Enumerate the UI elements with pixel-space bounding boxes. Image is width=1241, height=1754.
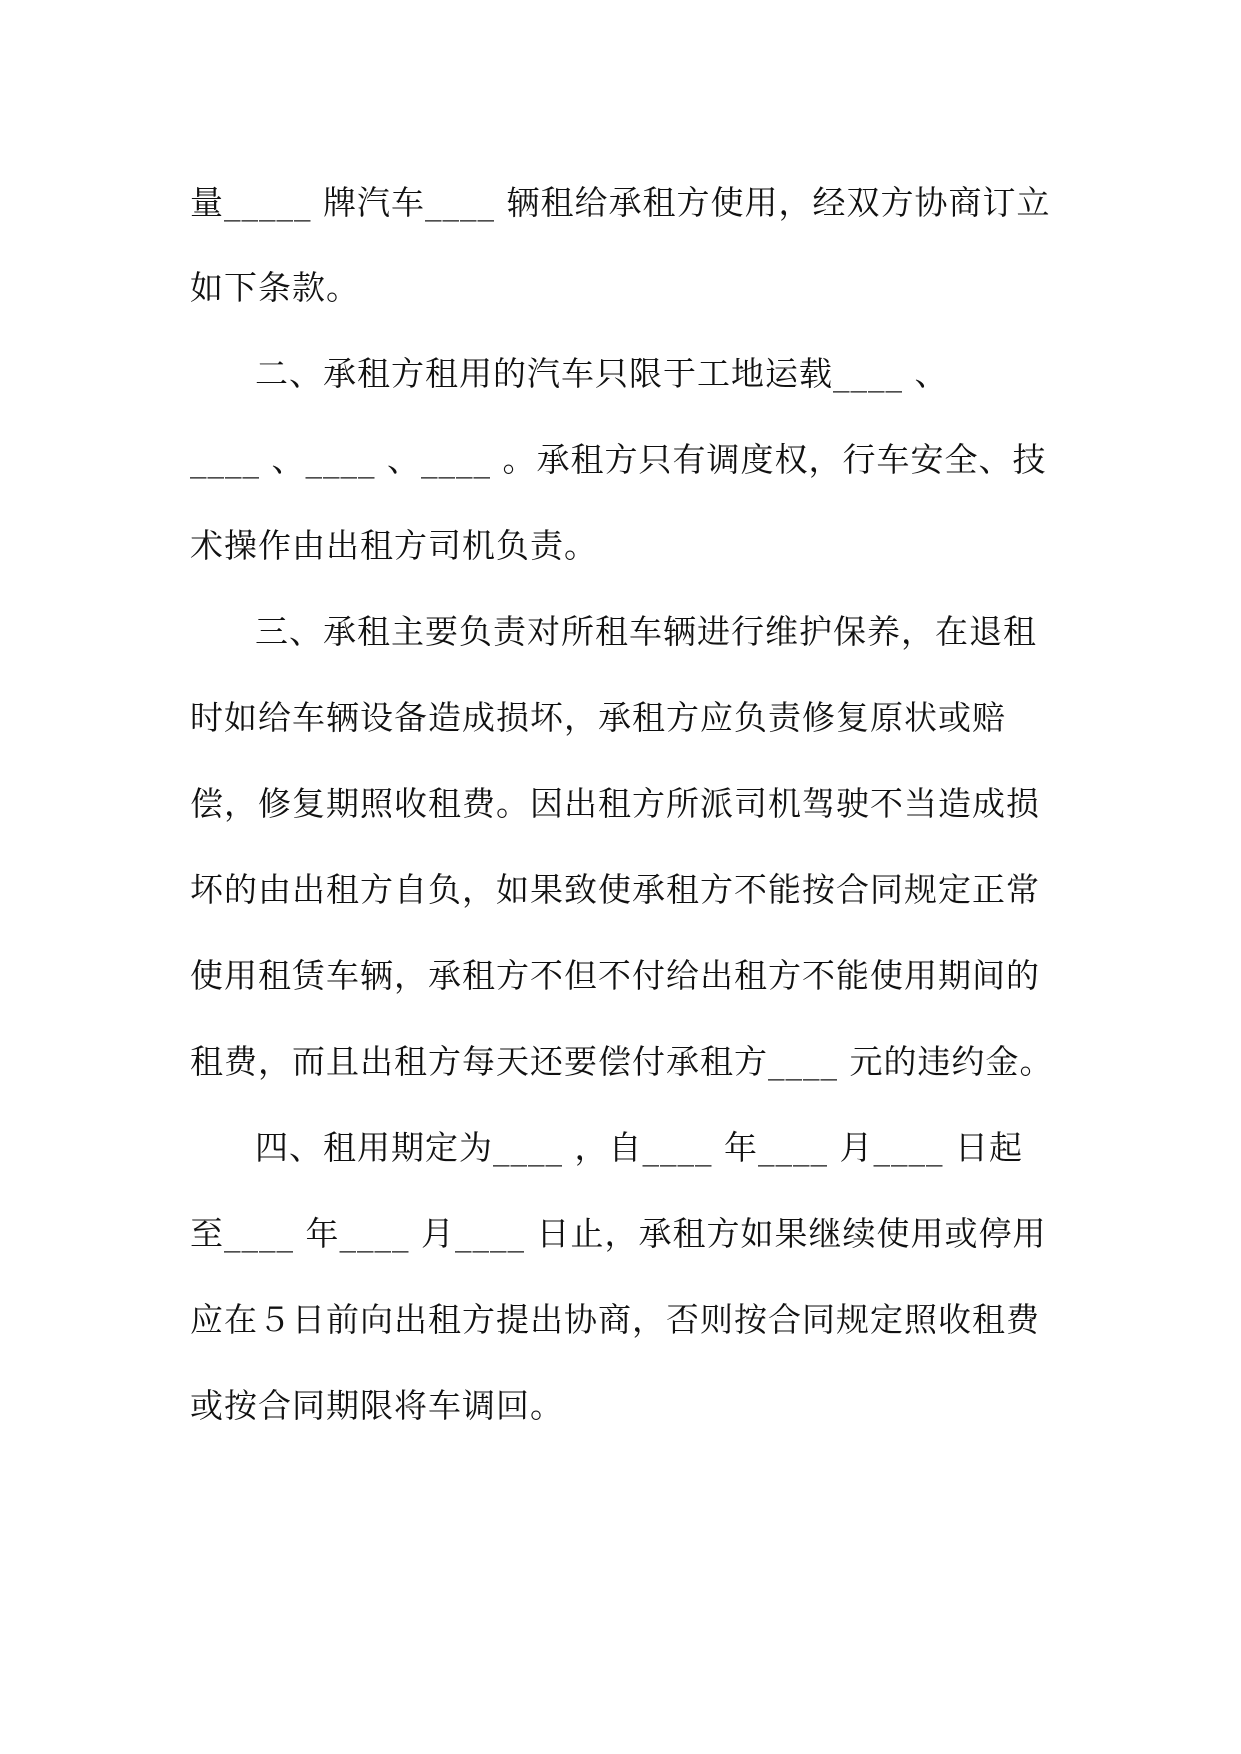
clause-4-line-2: 至____ 年____ 月____ 日止，承租方如果继续使用或停用 <box>190 1214 1047 1253</box>
clause-2-line-1: 二、承租方租用的汽车只限于工地运载____ 、 <box>255 354 949 393</box>
clause-2-line-3: 术操作由出租方司机负责。 <box>190 526 598 565</box>
clause-3-line-2: 时如给车辆设备造成损坏，承租方应负责修复原状或赔 <box>190 698 1006 737</box>
clause-3-line-6: 租费，而且出租方每天还要偿付承租方____ 元的违约金。 <box>190 1042 1054 1081</box>
text-line-1: 量_____ 牌汽车____ 辆租给承租方使用，经双方协商订立 <box>190 183 1051 222</box>
clause-4-line-3: 应在５日前向出租方提出协商，否则按合同规定照收租费 <box>190 1300 1040 1339</box>
clause-3-line-3: 偿，修复期照收租费。因出租方所派司机驾驶不当造成损 <box>190 784 1040 823</box>
clause-2-line-2: ____ 、____ 、____ 。承租方只有调度权，行车安全、技 <box>190 440 1047 479</box>
text-line-2: 如下条款。 <box>190 268 360 307</box>
clause-3-line-4: 坏的由出租方自负，如果致使承租方不能按合同规定正常 <box>190 870 1040 909</box>
clause-3-line-5: 使用租赁车辆，承租方不但不付给出租方不能使用期间的 <box>190 956 1040 995</box>
clause-3-line-1: 三、承租主要负责对所租车辆进行维护保养，在退租 <box>255 612 1037 651</box>
clause-4-line-1: 四、租用期定为____ ，自____ 年____ 月____ 日起 <box>255 1128 1023 1167</box>
clause-4-line-4: 或按合同期限将车调回。 <box>190 1386 564 1425</box>
